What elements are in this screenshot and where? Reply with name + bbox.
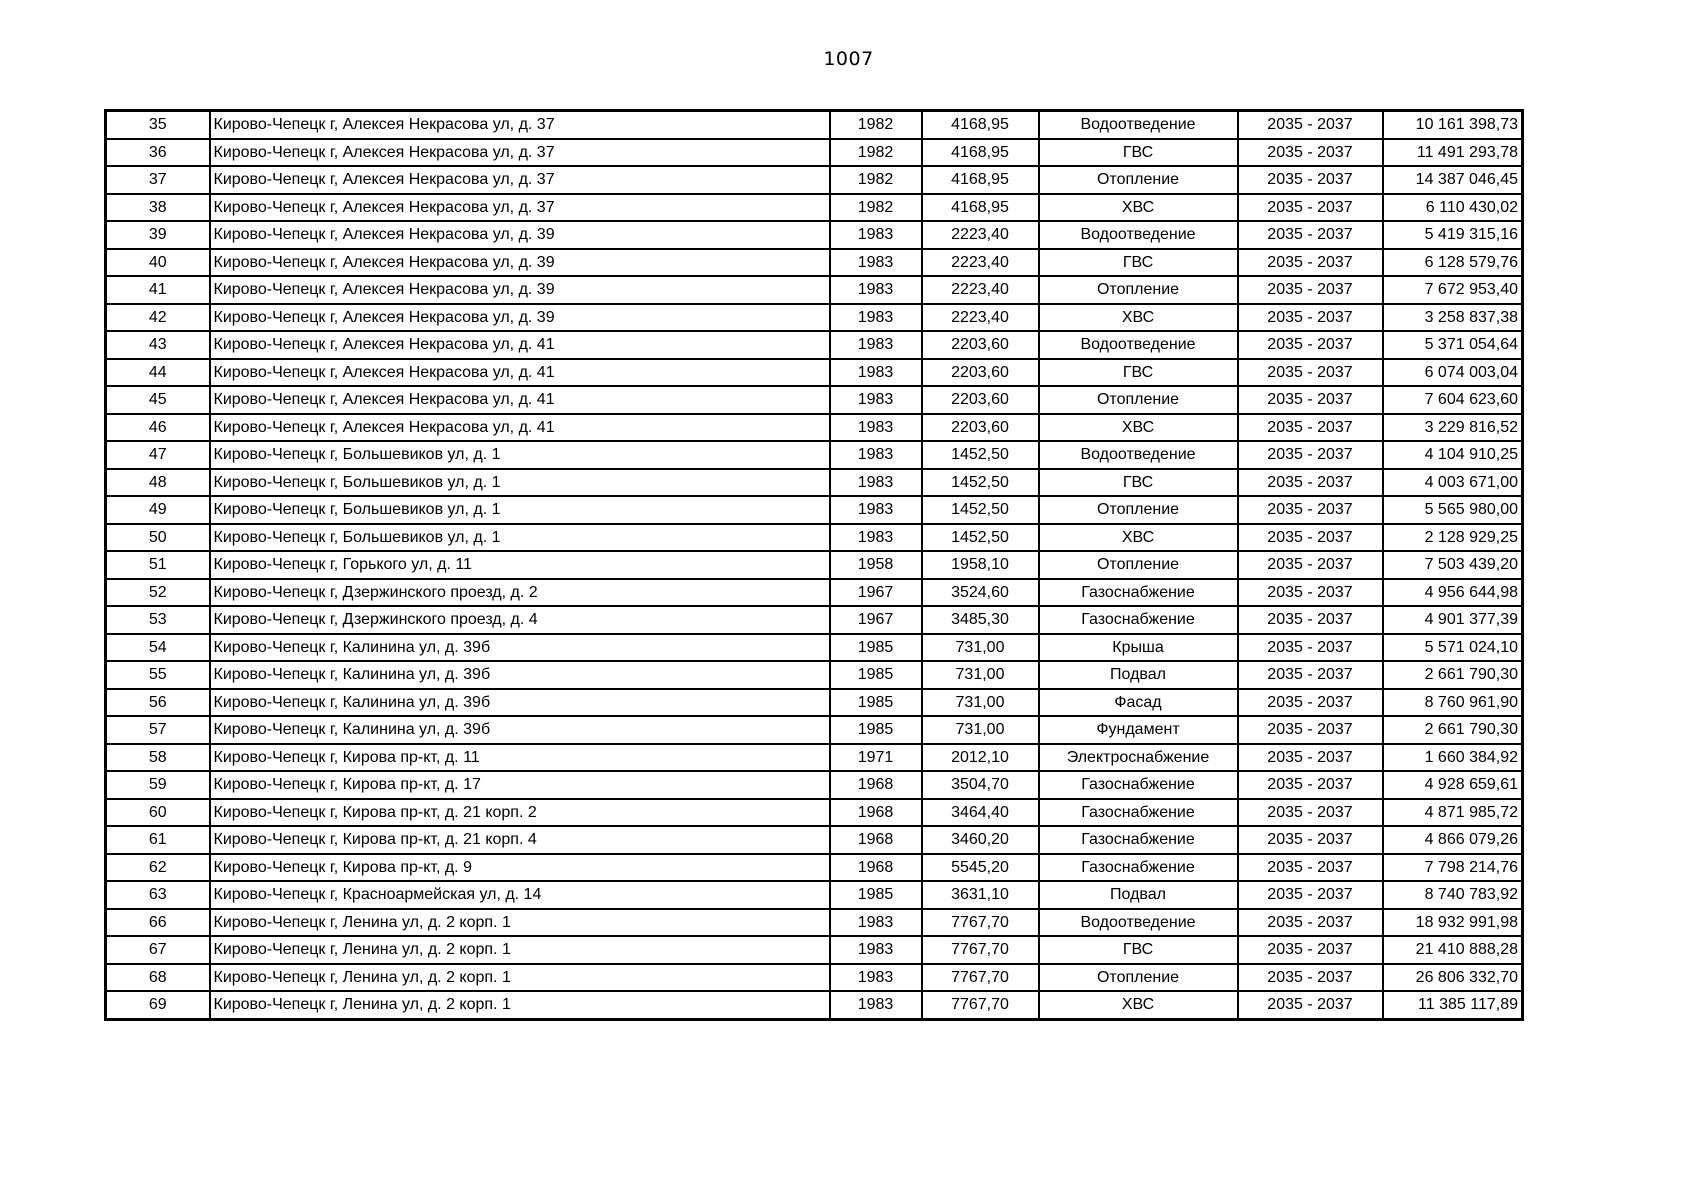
work-type-cell: Газоснабжение <box>1039 799 1238 827</box>
build-year-cell: 1982 <box>830 139 922 167</box>
build-year-cell: 1983 <box>830 359 922 387</box>
cost-cell: 2 661 790,30 <box>1383 661 1523 689</box>
table-row <box>106 936 1523 964</box>
row-number-cell: 58 <box>106 744 210 772</box>
row-number-cell: 48 <box>106 469 210 497</box>
address-cell: Кирово-Чепецк г, Алексея Некрасова ул, д. 37 <box>210 194 830 222</box>
address-cell: Кирово-Чепецк г, Большевиков ул, д. 1 <box>210 496 830 524</box>
build-year-cell: 1983 <box>830 414 922 442</box>
period-cell: 2035 - 2037 <box>1238 881 1383 909</box>
table-row <box>106 496 1523 524</box>
address-cell: Кирово-Чепецк г, Большевиков ул, д. 1 <box>210 441 830 469</box>
build-year-cell: 1971 <box>830 744 922 772</box>
period-cell: 2035 - 2037 <box>1238 964 1383 992</box>
address-cell: Кирово-Чепецк г, Кирова пр-кт, д. 11 <box>210 744 830 772</box>
period-cell: 2035 - 2037 <box>1238 414 1383 442</box>
period-cell: 2035 - 2037 <box>1238 221 1383 249</box>
work-type-cell: ХВС <box>1039 194 1238 222</box>
work-type-cell: Водоотведение <box>1039 441 1238 469</box>
cost-cell: 7 798 214,76 <box>1383 854 1523 882</box>
address-cell: Кирово-Чепецк г, Алексея Некрасова ул, д. 37 <box>210 166 830 194</box>
cost-cell: 6 128 579,76 <box>1383 249 1523 277</box>
work-type-cell: ХВС <box>1039 524 1238 552</box>
period-cell: 2035 - 2037 <box>1238 249 1383 277</box>
area-cell: 3524,60 <box>922 579 1039 607</box>
period-cell: 2035 - 2037 <box>1238 991 1383 1019</box>
table-row <box>106 744 1523 772</box>
work-type-cell: Газоснабжение <box>1039 579 1238 607</box>
build-year-cell: 1983 <box>830 909 922 937</box>
work-type-cell: ГВС <box>1039 469 1238 497</box>
work-type-cell: Подвал <box>1039 661 1238 689</box>
table-row <box>106 881 1523 909</box>
build-year-cell: 1983 <box>830 991 922 1019</box>
cost-cell: 2 661 790,30 <box>1383 716 1523 744</box>
area-cell: 2203,60 <box>922 414 1039 442</box>
area-cell: 1452,50 <box>922 469 1039 497</box>
work-type-cell: Отопление <box>1039 496 1238 524</box>
row-number-cell: 42 <box>106 304 210 332</box>
cost-cell: 1 660 384,92 <box>1383 744 1523 772</box>
area-cell: 2223,40 <box>922 276 1039 304</box>
build-year-cell: 1982 <box>830 194 922 222</box>
address-cell: Кирово-Чепецк г, Алексея Некрасова ул, д. 41 <box>210 331 830 359</box>
table-row <box>106 139 1523 167</box>
area-cell: 731,00 <box>922 661 1039 689</box>
work-type-cell: Водоотведение <box>1039 331 1238 359</box>
work-type-cell: ГВС <box>1039 936 1238 964</box>
build-year-cell: 1983 <box>830 249 922 277</box>
period-cell: 2035 - 2037 <box>1238 909 1383 937</box>
row-number-cell: 38 <box>106 194 210 222</box>
period-cell: 2035 - 2037 <box>1238 304 1383 332</box>
build-year-cell: 1983 <box>830 469 922 497</box>
area-cell: 4168,95 <box>922 194 1039 222</box>
table-row <box>106 909 1523 937</box>
period-cell: 2035 - 2037 <box>1238 744 1383 772</box>
work-type-cell: Газоснабжение <box>1039 771 1238 799</box>
build-year-cell: 1983 <box>830 386 922 414</box>
row-number-cell: 60 <box>106 799 210 827</box>
build-year-cell: 1958 <box>830 551 922 579</box>
build-year-cell: 1983 <box>830 936 922 964</box>
table-row <box>106 551 1523 579</box>
cost-cell: 4 901 377,39 <box>1383 606 1523 634</box>
area-cell: 731,00 <box>922 634 1039 662</box>
period-cell: 2035 - 2037 <box>1238 194 1383 222</box>
row-number-cell: 55 <box>106 661 210 689</box>
area-cell: 3460,20 <box>922 826 1039 854</box>
row-number-cell: 54 <box>106 634 210 662</box>
area-cell: 3631,10 <box>922 881 1039 909</box>
table-row <box>106 689 1523 717</box>
row-number-cell: 41 <box>106 276 210 304</box>
work-type-cell: Отопление <box>1039 551 1238 579</box>
build-year-cell: 1985 <box>830 689 922 717</box>
build-year-cell: 1985 <box>830 881 922 909</box>
table-row <box>106 716 1523 744</box>
work-type-cell: Газоснабжение <box>1039 826 1238 854</box>
build-year-cell: 1983 <box>830 441 922 469</box>
address-cell: Кирово-Чепецк г, Ленина ул, д. 2 корп. 1 <box>210 964 830 992</box>
build-year-cell: 1983 <box>830 331 922 359</box>
work-type-cell: Водоотведение <box>1039 111 1238 139</box>
address-cell: Кирово-Чепецк г, Алексея Некрасова ул, д. 41 <box>210 414 830 442</box>
cost-cell: 4 928 659,61 <box>1383 771 1523 799</box>
cost-cell: 4 956 644,98 <box>1383 579 1523 607</box>
cost-cell: 3 258 837,38 <box>1383 304 1523 332</box>
work-type-cell: Газоснабжение <box>1039 854 1238 882</box>
cost-cell: 4 003 671,00 <box>1383 469 1523 497</box>
work-type-cell: Водоотведение <box>1039 221 1238 249</box>
address-cell: Кирово-Чепецк г, Большевиков ул, д. 1 <box>210 524 830 552</box>
area-cell: 1452,50 <box>922 524 1039 552</box>
table-row <box>106 414 1523 442</box>
period-cell: 2035 - 2037 <box>1238 359 1383 387</box>
row-number-cell: 67 <box>106 936 210 964</box>
address-cell: Кирово-Чепецк г, Горького ул, д. 11 <box>210 551 830 579</box>
period-cell: 2035 - 2037 <box>1238 551 1383 579</box>
area-cell: 4168,95 <box>922 166 1039 194</box>
area-cell: 731,00 <box>922 689 1039 717</box>
table-row <box>106 579 1523 607</box>
period-cell: 2035 - 2037 <box>1238 139 1383 167</box>
address-cell: Кирово-Чепецк г, Калинина ул, д. 39б <box>210 716 830 744</box>
cost-cell: 14 387 046,45 <box>1383 166 1523 194</box>
table-row <box>106 194 1523 222</box>
area-cell: 1958,10 <box>922 551 1039 579</box>
table-row <box>106 854 1523 882</box>
address-cell: Кирово-Чепецк г, Кирова пр-кт, д. 21 корп. 2 <box>210 799 830 827</box>
work-type-cell: ГВС <box>1039 359 1238 387</box>
cost-cell: 7 672 953,40 <box>1383 276 1523 304</box>
row-number-cell: 63 <box>106 881 210 909</box>
cost-cell: 5 571 024,10 <box>1383 634 1523 662</box>
address-cell: Кирово-Чепецк г, Дзержинского проезд, д. 4 <box>210 606 830 634</box>
area-cell: 1452,50 <box>922 441 1039 469</box>
cost-cell: 11 385 117,89 <box>1383 991 1523 1019</box>
area-cell: 2203,60 <box>922 386 1039 414</box>
cost-cell: 4 871 985,72 <box>1383 799 1523 827</box>
row-number-cell: 49 <box>106 496 210 524</box>
cost-cell: 11 491 293,78 <box>1383 139 1523 167</box>
area-cell: 7767,70 <box>922 909 1039 937</box>
build-year-cell: 1983 <box>830 304 922 332</box>
area-cell: 7767,70 <box>922 964 1039 992</box>
row-number-cell: 66 <box>106 909 210 937</box>
row-number-cell: 39 <box>106 221 210 249</box>
area-cell: 3485,30 <box>922 606 1039 634</box>
area-cell: 4168,95 <box>922 111 1039 139</box>
address-cell: Кирово-Чепецк г, Калинина ул, д. 39б <box>210 689 830 717</box>
row-number-cell: 47 <box>106 441 210 469</box>
period-cell: 2035 - 2037 <box>1238 936 1383 964</box>
period-cell: 2035 - 2037 <box>1238 579 1383 607</box>
period-cell: 2035 - 2037 <box>1238 606 1383 634</box>
work-type-cell: Водоотведение <box>1039 909 1238 937</box>
cost-cell: 5 565 980,00 <box>1383 496 1523 524</box>
cost-cell: 4 104 910,25 <box>1383 441 1523 469</box>
table-row <box>106 826 1523 854</box>
address-cell: Кирово-Чепецк г, Алексея Некрасова ул, д. 39 <box>210 276 830 304</box>
cost-cell: 10 161 398,73 <box>1383 111 1523 139</box>
build-year-cell: 1968 <box>830 799 922 827</box>
work-type-cell: Фасад <box>1039 689 1238 717</box>
cost-cell: 18 932 991,98 <box>1383 909 1523 937</box>
address-cell: Кирово-Чепецк г, Красноармейская ул, д. 14 <box>210 881 830 909</box>
period-cell: 2035 - 2037 <box>1238 441 1383 469</box>
row-number-cell: 59 <box>106 771 210 799</box>
address-cell: Кирово-Чепецк г, Кирова пр-кт, д. 9 <box>210 854 830 882</box>
period-cell: 2035 - 2037 <box>1238 689 1383 717</box>
work-type-cell: Отопление <box>1039 276 1238 304</box>
row-number-cell: 44 <box>106 359 210 387</box>
work-type-cell: Фундамент <box>1039 716 1238 744</box>
period-cell: 2035 - 2037 <box>1238 331 1383 359</box>
address-cell: Кирово-Чепецк г, Алексея Некрасова ул, д. 39 <box>210 249 830 277</box>
address-cell: Кирово-Чепецк г, Большевиков ул, д. 1 <box>210 469 830 497</box>
area-cell: 7767,70 <box>922 936 1039 964</box>
table-row <box>106 606 1523 634</box>
period-cell: 2035 - 2037 <box>1238 799 1383 827</box>
row-number-cell: 35 <box>106 111 210 139</box>
period-cell: 2035 - 2037 <box>1238 276 1383 304</box>
address-cell: Кирово-Чепецк г, Ленина ул, д. 2 корп. 1 <box>210 991 830 1019</box>
period-cell: 2035 - 2037 <box>1238 854 1383 882</box>
row-number-cell: 57 <box>106 716 210 744</box>
row-number-cell: 56 <box>106 689 210 717</box>
period-cell: 2035 - 2037 <box>1238 716 1383 744</box>
row-number-cell: 69 <box>106 991 210 1019</box>
table-row <box>106 331 1523 359</box>
table-row <box>106 386 1523 414</box>
cost-cell: 2 128 929,25 <box>1383 524 1523 552</box>
address-cell: Кирово-Чепецк г, Алексея Некрасова ул, д. 39 <box>210 221 830 249</box>
build-year-cell: 1982 <box>830 111 922 139</box>
build-year-cell: 1967 <box>830 606 922 634</box>
area-cell: 7767,70 <box>922 991 1039 1019</box>
period-cell: 2035 - 2037 <box>1238 826 1383 854</box>
table-row <box>106 991 1523 1019</box>
period-cell: 2035 - 2037 <box>1238 661 1383 689</box>
build-year-cell: 1985 <box>830 661 922 689</box>
area-cell: 2203,60 <box>922 359 1039 387</box>
table-row <box>106 304 1523 332</box>
address-cell: Кирово-Чепецк г, Ленина ул, д. 2 корп. 1 <box>210 909 830 937</box>
cost-cell: 3 229 816,52 <box>1383 414 1523 442</box>
work-type-cell: Крыша <box>1039 634 1238 662</box>
row-number-cell: 50 <box>106 524 210 552</box>
address-cell: Кирово-Чепецк г, Алексея Некрасова ул, д. 41 <box>210 359 830 387</box>
cost-cell: 5 419 315,16 <box>1383 221 1523 249</box>
work-type-cell: Отопление <box>1039 964 1238 992</box>
table-row <box>106 221 1523 249</box>
work-type-cell: Газоснабжение <box>1039 606 1238 634</box>
area-cell: 731,00 <box>922 716 1039 744</box>
build-year-cell: 1968 <box>830 771 922 799</box>
table-row <box>106 771 1523 799</box>
build-year-cell: 1983 <box>830 276 922 304</box>
work-type-cell: ХВС <box>1039 304 1238 332</box>
table-row <box>106 634 1523 662</box>
area-cell: 4168,95 <box>922 139 1039 167</box>
row-number-cell: 51 <box>106 551 210 579</box>
cost-cell: 7 604 623,60 <box>1383 386 1523 414</box>
row-number-cell: 36 <box>106 139 210 167</box>
build-year-cell: 1982 <box>830 166 922 194</box>
address-cell: Кирово-Чепецк г, Алексея Некрасова ул, д. 39 <box>210 304 830 332</box>
period-cell: 2035 - 2037 <box>1238 496 1383 524</box>
address-cell: Кирово-Чепецк г, Алексея Некрасова ул, д. 37 <box>210 139 830 167</box>
build-year-cell: 1968 <box>830 854 922 882</box>
period-cell: 2035 - 2037 <box>1238 634 1383 662</box>
address-cell: Кирово-Чепецк г, Калинина ул, д. 39б <box>210 661 830 689</box>
row-number-cell: 53 <box>106 606 210 634</box>
work-type-cell: ГВС <box>1039 249 1238 277</box>
area-cell: 3464,40 <box>922 799 1039 827</box>
area-cell: 1452,50 <box>922 496 1039 524</box>
table-row <box>106 359 1523 387</box>
period-cell: 2035 - 2037 <box>1238 386 1383 414</box>
build-year-cell: 1967 <box>830 579 922 607</box>
area-cell: 5545,20 <box>922 854 1039 882</box>
work-type-cell: ХВС <box>1039 991 1238 1019</box>
address-cell: Кирово-Чепецк г, Ленина ул, д. 2 корп. 1 <box>210 936 830 964</box>
row-number-cell: 68 <box>106 964 210 992</box>
row-number-cell: 62 <box>106 854 210 882</box>
table-row <box>106 249 1523 277</box>
area-cell: 2223,40 <box>922 249 1039 277</box>
table-body <box>106 111 1523 1020</box>
cost-cell: 5 371 054,64 <box>1383 331 1523 359</box>
build-year-cell: 1985 <box>830 634 922 662</box>
row-number-cell: 45 <box>106 386 210 414</box>
address-cell: Кирово-Чепецк г, Алексея Некрасова ул, д. 37 <box>210 111 830 139</box>
table-row <box>106 441 1523 469</box>
work-type-cell: Отопление <box>1039 386 1238 414</box>
row-number-cell: 43 <box>106 331 210 359</box>
cost-cell: 4 866 079,26 <box>1383 826 1523 854</box>
address-cell: Кирово-Чепецк г, Алексея Некрасова ул, д. 41 <box>210 386 830 414</box>
cost-cell: 8 760 961,90 <box>1383 689 1523 717</box>
row-number-cell: 40 <box>106 249 210 277</box>
table-row <box>106 111 1523 139</box>
area-cell: 2012,10 <box>922 744 1039 772</box>
cost-cell: 8 740 783,92 <box>1383 881 1523 909</box>
cost-cell: 6 110 430,02 <box>1383 194 1523 222</box>
build-year-cell: 1985 <box>830 716 922 744</box>
repair-schedule-table <box>104 109 1524 1021</box>
row-number-cell: 46 <box>106 414 210 442</box>
address-cell: Кирово-Чепецк г, Кирова пр-кт, д. 17 <box>210 771 830 799</box>
period-cell: 2035 - 2037 <box>1238 166 1383 194</box>
build-year-cell: 1983 <box>830 221 922 249</box>
table-row <box>106 469 1523 497</box>
cost-cell: 21 410 888,28 <box>1383 936 1523 964</box>
period-cell: 2035 - 2037 <box>1238 469 1383 497</box>
work-type-cell: Подвал <box>1039 881 1238 909</box>
work-type-cell: Отопление <box>1039 166 1238 194</box>
build-year-cell: 1983 <box>830 964 922 992</box>
build-year-cell: 1983 <box>830 524 922 552</box>
period-cell: 2035 - 2037 <box>1238 771 1383 799</box>
work-type-cell: ГВС <box>1039 139 1238 167</box>
address-cell: Кирово-Чепецк г, Дзержинского проезд, д. 2 <box>210 579 830 607</box>
cost-cell: 6 074 003,04 <box>1383 359 1523 387</box>
work-type-cell: ХВС <box>1039 414 1238 442</box>
area-cell: 2203,60 <box>922 331 1039 359</box>
area-cell: 2223,40 <box>922 221 1039 249</box>
table-row <box>106 276 1523 304</box>
work-type-cell: Электроснабжение <box>1039 744 1238 772</box>
period-cell: 2035 - 2037 <box>1238 524 1383 552</box>
table-row <box>106 661 1523 689</box>
row-number-cell: 52 <box>106 579 210 607</box>
row-number-cell: 37 <box>106 166 210 194</box>
table-row <box>106 799 1523 827</box>
cost-cell: 26 806 332,70 <box>1383 964 1523 992</box>
address-cell: Кирово-Чепецк г, Калинина ул, д. 39б <box>210 634 830 662</box>
table-row <box>106 964 1523 992</box>
table-row <box>106 166 1523 194</box>
build-year-cell: 1983 <box>830 496 922 524</box>
page-number: 1007 <box>823 48 874 70</box>
period-cell: 2035 - 2037 <box>1238 111 1383 139</box>
build-year-cell: 1968 <box>830 826 922 854</box>
cost-cell: 7 503 439,20 <box>1383 551 1523 579</box>
area-cell: 2223,40 <box>922 304 1039 332</box>
address-cell: Кирово-Чепецк г, Кирова пр-кт, д. 21 корп. 4 <box>210 826 830 854</box>
table-row <box>106 524 1523 552</box>
row-number-cell: 61 <box>106 826 210 854</box>
area-cell: 3504,70 <box>922 771 1039 799</box>
